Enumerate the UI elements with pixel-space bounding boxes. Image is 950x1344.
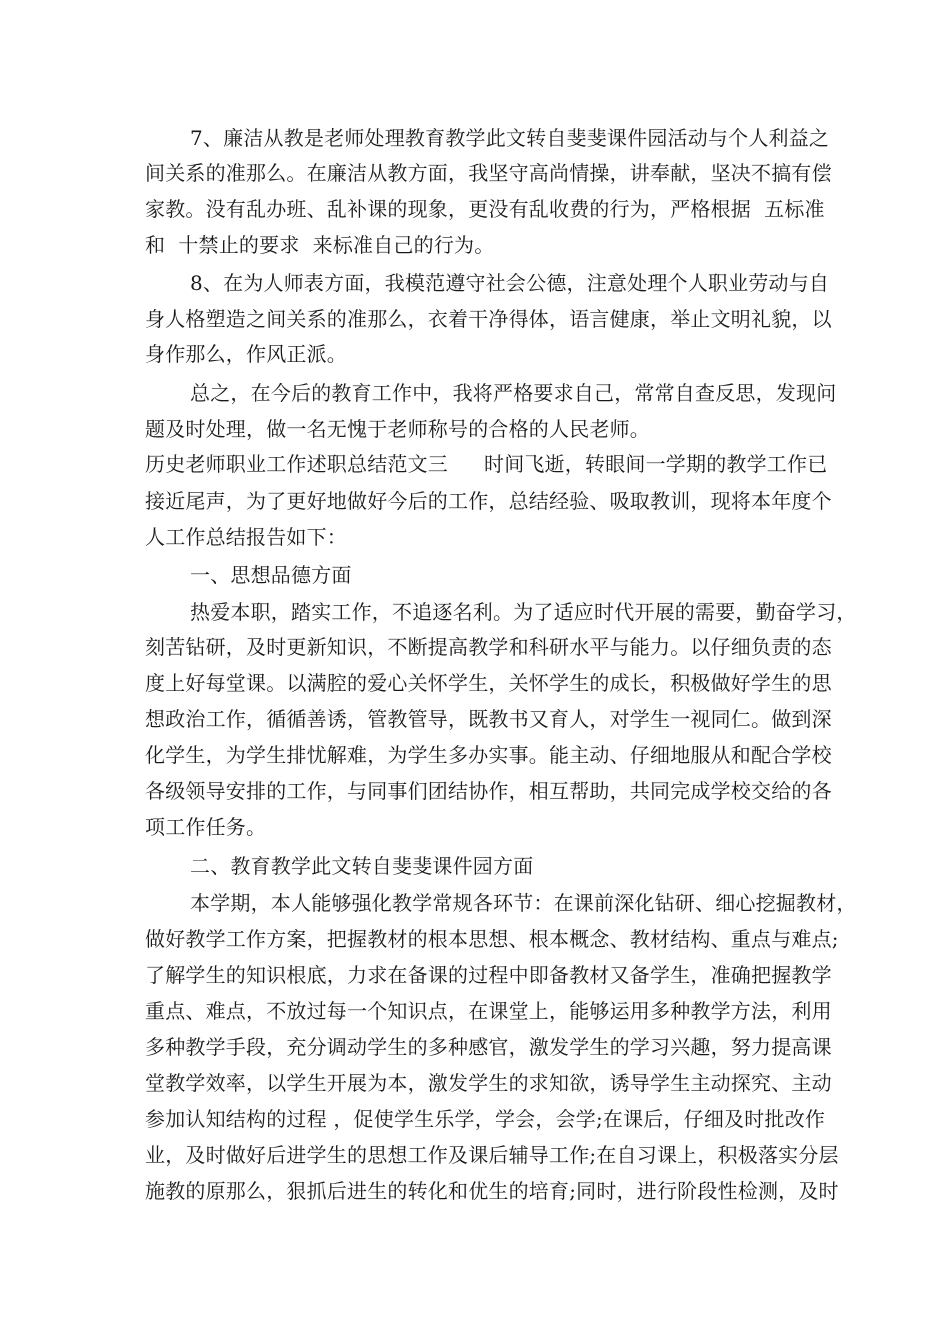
paragraph-line: 8、在为人师表方面，我模范遵守社会公德，注意处理个人职业劳动与自 — [190, 271, 830, 295]
paragraph-line: 题及时处理，做一名无愧于老师称号的合格的人民老师。 — [145, 417, 650, 441]
paragraph-line: 人工作总结报告如下： — [145, 525, 347, 549]
paragraph-line: 做好教学工作方案，把握教材的根本思想、根本概念、教材结构、重点与难点; — [145, 927, 839, 951]
paragraph-line: 身人格塑造之间关系的准那么，衣着干净得体，语言健康，举止文明礼貌，以 — [145, 307, 832, 331]
subheading-teaching: 二、教育教学此文转自斐斐课件园方面 — [190, 854, 534, 878]
paragraph-line: 重点、难点，不放过每一个知识点，在课堂上，能够运用多种教学方法，利用 — [145, 999, 832, 1023]
paragraph-line: 间关系的准那么。在廉洁从教方面，我坚守高尚情操，讲奉献，坚决不搞有偿 — [145, 161, 832, 185]
paragraph-line: 参加认知结构的过程 ，促使学生乐学，学会，会学;在课后，仔细及时批改作 — [145, 1107, 826, 1131]
subheading-thought: 一、思想品德方面 — [190, 563, 352, 587]
paragraph-line: 总之，在今后的教育工作中，我将严格要求自己，常常自查反思，发现问 — [190, 381, 837, 405]
paragraph-line: 施教的原那么，狠抓后进生的转化和优生的培育;同时，进行阶段性检测，及时 — [145, 1179, 839, 1203]
paragraph-line: 业，及时做好后进学生的思想工作及课后辅导工作;在自习课上，积极落实分层 — [145, 1143, 839, 1167]
section-heading-line — [145, 451, 827, 477]
paragraph-line: 热爱本职，踏实工作，不追逐名利。为了适应时代开展的需要，勤奋学习， — [190, 600, 857, 624]
paragraph-line: 和 十禁止的要求 来标准自己的行为。 — [145, 233, 495, 257]
paragraph-line: 身作那么，作风正派。 — [145, 342, 347, 366]
paragraph-line: 刻苦钻研，及时更新知识，不断提高教学和科研水平与能力。以仔细负责的态 — [145, 635, 832, 659]
paragraph-line: 度上好每堂课。以满腔的爱心关怀学生，关怀学生的成长，积极做好学生的思 — [145, 671, 832, 695]
paragraph-line: 堂教学效率，以学生开展为本，激发学生的求知欲，诱导学生主动探究、主动 — [145, 1071, 832, 1095]
paragraph-line: 多种教学手段，充分调动学生的多种感官，激发学生的学习兴趣，努力提高课 — [145, 1035, 832, 1059]
paragraph-line: 各级领导安排的工作，与同事们团结协作，相互帮助，共同完成学校交给的各 — [145, 779, 832, 803]
paragraph-line: 想政治工作，循循善诱，管教管导，既教书又育人，对学生一视同仁。做到深 — [145, 707, 832, 731]
paragraph-line: 项工作任务。 — [145, 815, 267, 839]
paragraph-line: 本学期，本人能够强化教学常规各环节：在课前深化钻研、细心挖掘教材， — [190, 891, 857, 915]
section-title: 历史老师职业工作述职总结范文三 — [145, 452, 448, 476]
paragraph-line: 7、廉洁从教是老师处理教育教学此文转自斐斐课件园活动与个人利益之 — [190, 126, 830, 150]
paragraph-line: 了解学生的知识根底，力求在备课的过程中即备教材又备学生，准确把握教学 — [145, 963, 832, 987]
section-intro: 时间飞逝，转眼间一学期的教学工作已 — [484, 452, 828, 476]
paragraph-line: 化学生，为学生排忧解难，为学生多办实事。能主动、仔细地服从和配合学校 — [145, 743, 832, 767]
paragraph-line: 家教。没有乱办班、乱补课的现象，更没有乱收费的行为，严格根据 五标准 — [145, 197, 825, 221]
paragraph-line: 接近尾声，为了更好地做好今后的工作，总结经验、吸取教训，现将本年度个 — [145, 489, 832, 513]
